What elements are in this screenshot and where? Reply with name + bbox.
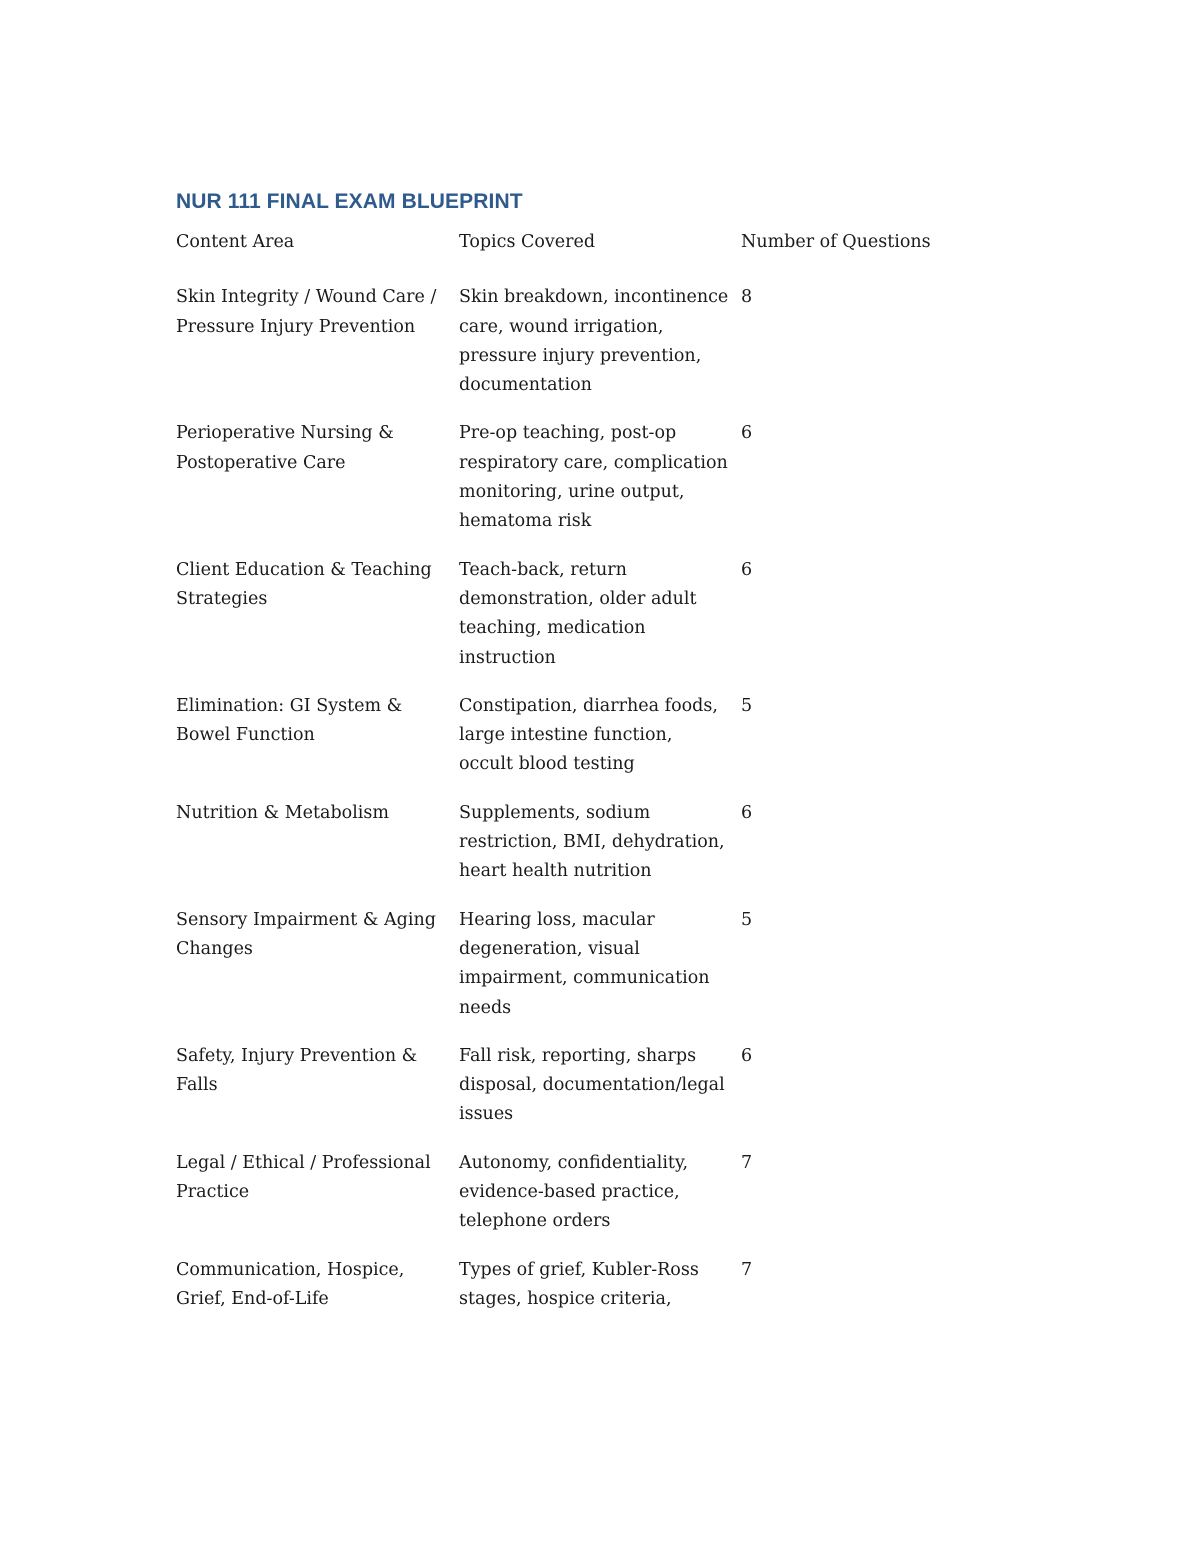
table-row xyxy=(176,1256,1026,1315)
topics-cell: Types of grief, Kubler-Ross stages, hospice criteria, xyxy=(459,1259,699,1309)
content-area-cell: Communication, Hospice, Grief, End-of-Life xyxy=(176,1259,405,1309)
document-title: NUR 111 FINAL EXAM BLUEPRINT xyxy=(176,190,523,213)
table-row xyxy=(176,1042,1026,1130)
questions-cell: 5 xyxy=(741,909,753,930)
content-area-cell: Sensory Impairment & Aging Changes xyxy=(176,909,436,959)
questions-cell: 6 xyxy=(741,423,753,444)
topics-cell: Supplements, sodium restriction, BMI, dehydration, heart health nutrition xyxy=(459,802,725,882)
topics-cell: Pre-op teaching, post-op respiratory care, complication monitoring, urine output, hematoma risk xyxy=(459,423,728,532)
content-area-cell: Elimination: GI System & Bowel Function xyxy=(176,695,403,746)
header-topics-covered: Topics Covered xyxy=(459,232,596,252)
content-area-cell: Safety, Injury Prevention & Falls xyxy=(176,1045,418,1096)
table-row xyxy=(176,799,1026,887)
topics-cell: Constipation, diarrhea foods, large intestine function, occult blood testing xyxy=(459,695,718,775)
content-area-cell: Skin Integrity / Wound Care / Pressure Injury Prevention xyxy=(176,287,437,337)
table-row xyxy=(176,906,1026,1023)
questions-cell: 6 xyxy=(741,1045,753,1066)
topics-cell: Autonomy, confidentiality, evidence-based practice, telephone orders xyxy=(459,1152,689,1232)
questions-cell: 7 xyxy=(741,1152,753,1173)
topics-cell: Fall risk, reporting, sharps disposal, documentation/legal issues xyxy=(459,1045,725,1125)
content-area-cell: Legal / Ethical / Professional Practice xyxy=(176,1152,431,1203)
table-header-row xyxy=(176,228,1026,257)
questions-cell: 5 xyxy=(741,695,753,716)
table-row xyxy=(176,1149,1026,1237)
questions-cell: 7 xyxy=(741,1259,753,1280)
table-row xyxy=(176,556,1026,673)
content-area-cell: Nutrition & Metabolism xyxy=(176,802,389,823)
questions-cell: 8 xyxy=(741,287,753,308)
header-content-area: Content Area xyxy=(176,232,295,252)
table-row xyxy=(176,283,1026,400)
table-row xyxy=(176,419,1026,536)
table-row xyxy=(176,692,1026,780)
topics-cell: Skin breakdown, incontinence care, wound irrigation, pressure injury prevention, documentation xyxy=(459,287,729,396)
topics-cell: Teach-back, return demonstration, older adult teaching, medication instruction xyxy=(459,559,697,668)
content-area-cell: Client Education & Teaching Strategies xyxy=(176,559,432,609)
topics-cell: Hearing loss, macular degeneration, visual impairment, communication needs xyxy=(459,909,710,1018)
header-number-of-questions: Number of Questions xyxy=(741,232,931,252)
questions-cell: 6 xyxy=(741,802,753,823)
document-page xyxy=(176,190,1026,1333)
content-area-cell: Perioperative Nursing & Postoperative Care xyxy=(176,423,394,473)
questions-cell: 6 xyxy=(741,559,753,580)
